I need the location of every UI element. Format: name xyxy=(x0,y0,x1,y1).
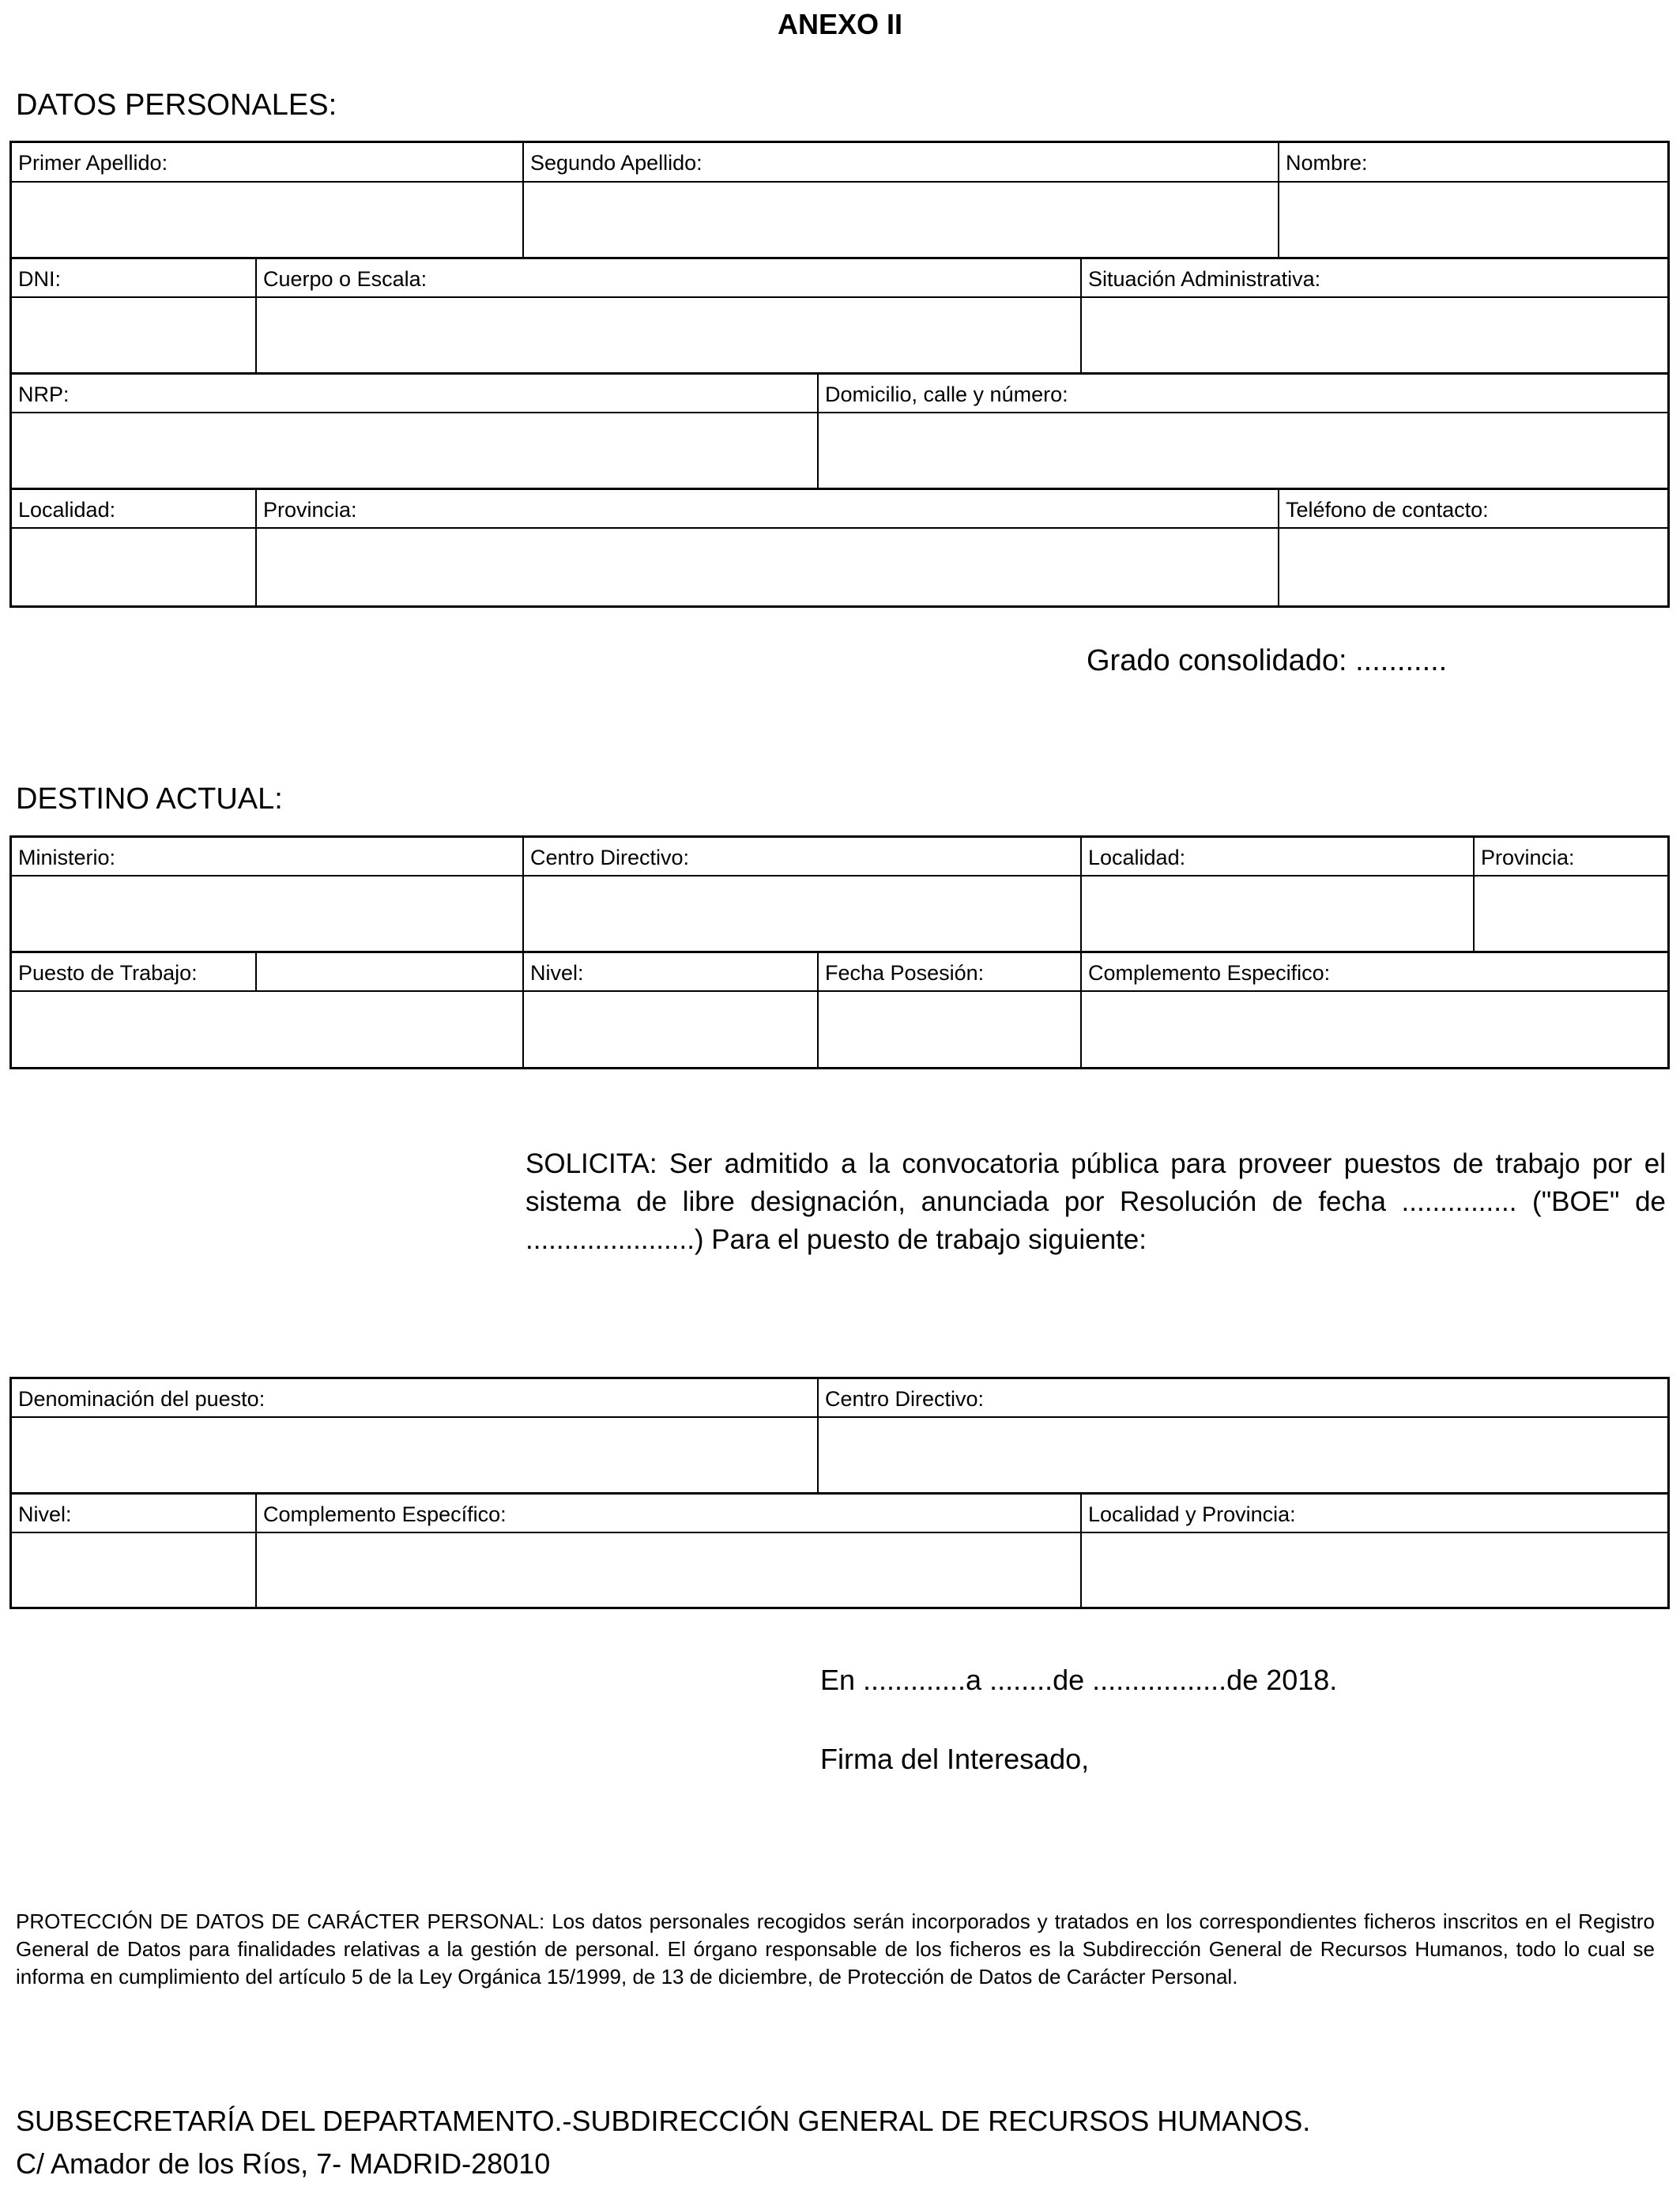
cuerpo-escala-field[interactable] xyxy=(255,298,1080,372)
puesto-solicitado-form xyxy=(9,1377,1670,1609)
puesto-trabajo-extra-cell xyxy=(255,953,522,990)
proteccion-datos-text: PROTECCIÓN DE DATOS DE CARÁCTER PERSONAL: Los datos personales recogidos serán incorporados y tratados en los correspondientes ficheros inscritos en el Registro General de Datos para finalidades relativas a la gestión de personal. El órgano responsable de los ficheros es la Subdirección General de Recursos Humanos, todo lo cual se informa en cumplimiento del artículo 5 de la Ley Orgánica 15/1999, de 13 de diciembre, de Protección de Datos de Carácter Personal. xyxy=(16,1909,1655,1989)
segundo-apellido-field[interactable] xyxy=(522,183,1278,257)
datos-personales-heading: DATOS PERSONALES: xyxy=(16,89,337,122)
primer-apellido-field[interactable] xyxy=(12,183,522,257)
centro-directivo-label: Centro Directivo: xyxy=(530,846,690,869)
telefono-label: Teléfono de contacto: xyxy=(1286,498,1489,522)
document-title: ANEXO II xyxy=(777,8,903,40)
provincia-label: Provincia: xyxy=(263,498,357,522)
nrp-field[interactable] xyxy=(12,413,817,488)
centro-directivo-field[interactable] xyxy=(522,876,1080,951)
destino-actual-heading: DESTINO ACTUAL: xyxy=(16,782,283,816)
fecha-posesion-label: Fecha Posesión: xyxy=(825,961,985,985)
telefono-field[interactable] xyxy=(1278,529,1667,605)
puesto-trabajo-field[interactable] xyxy=(12,992,522,1067)
solicitado-complemento-label: Complemento Específico: xyxy=(263,1502,507,1526)
provincia-field[interactable] xyxy=(255,529,1278,605)
dni-field[interactable] xyxy=(12,298,255,372)
ministerio-label: Ministerio: xyxy=(18,846,116,869)
nrp-label: NRP: xyxy=(18,383,70,406)
footer-address: C/ Amador de los Ríos, 7- MADRID-28010 xyxy=(16,2147,551,2180)
nombre-label: Nombre: xyxy=(1286,151,1368,175)
ministerio-field[interactable] xyxy=(12,876,522,951)
nivel-field[interactable] xyxy=(522,992,817,1067)
domicilio-label: Domicilio, calle y número: xyxy=(825,383,1068,406)
complemento-especifico-label: Complemento Especifico: xyxy=(1088,961,1331,985)
complemento-especifico-field[interactable] xyxy=(1080,992,1667,1067)
cuerpo-escala-label: Cuerpo o Escala: xyxy=(263,267,428,291)
denominacion-puesto-field[interactable] xyxy=(12,1418,817,1492)
domicilio-field[interactable] xyxy=(817,413,1667,488)
solicitado-centro-directivo-field[interactable] xyxy=(817,1418,1667,1492)
localidad-label: Localidad: xyxy=(18,498,116,522)
solicitado-nivel-label: Nivel: xyxy=(18,1502,72,1526)
firma-interesado: Firma del Interesado, xyxy=(820,1743,1090,1775)
dni-label: DNI: xyxy=(18,267,61,291)
destino-localidad-label: Localidad: xyxy=(1088,846,1186,869)
nombre-field[interactable] xyxy=(1278,183,1667,257)
solicitado-nivel-field[interactable] xyxy=(12,1533,255,1607)
localidad-provincia-field[interactable] xyxy=(1080,1533,1667,1607)
destino-localidad-field[interactable] xyxy=(1080,876,1473,951)
destino-provincia-field[interactable] xyxy=(1473,876,1667,951)
fecha-firma: En .............a ........de .................de 2018. xyxy=(820,1664,1338,1696)
solicitado-centro-directivo-label: Centro Directivo: xyxy=(825,1387,985,1411)
fecha-posesion-field[interactable] xyxy=(817,992,1080,1067)
destino-actual-form xyxy=(9,835,1670,1069)
primer-apellido-label: Primer Apellido: xyxy=(18,151,168,175)
situacion-administrativa-label: Situación Administrativa: xyxy=(1088,267,1321,291)
nivel-label: Nivel: xyxy=(530,961,584,985)
grado-consolidado: Grado consolidado: ........... xyxy=(1087,644,1448,677)
solicita-text: SOLICITA: Ser admitido a la convocatoria pública para proveer puestos de trabajo por el sistema de libre designación, anunciada por Resolución de fecha ............... ("BOE" de ......................) Para el puesto de trabajo siguiente: xyxy=(525,1148,1666,1255)
puesto-trabajo-label: Puesto de Trabajo: xyxy=(18,961,198,985)
footer-department: SUBSECRETARÍA DEL DEPARTAMENTO.-SUBDIRECCIÓN GENERAL DE RECURSOS HUMANOS. xyxy=(16,2105,1311,2137)
localidad-field[interactable] xyxy=(12,529,255,605)
destino-provincia-label: Provincia: xyxy=(1481,846,1575,869)
situacion-administrativa-field[interactable] xyxy=(1080,298,1667,372)
localidad-provincia-label: Localidad y Provincia: xyxy=(1088,1502,1296,1526)
datos-personales-form xyxy=(9,141,1670,608)
denominacion-puesto-label: Denominación del puesto: xyxy=(18,1387,266,1411)
solicitado-complemento-field[interactable] xyxy=(255,1533,1080,1607)
segundo-apellido-label: Segundo Apellido: xyxy=(530,151,703,175)
